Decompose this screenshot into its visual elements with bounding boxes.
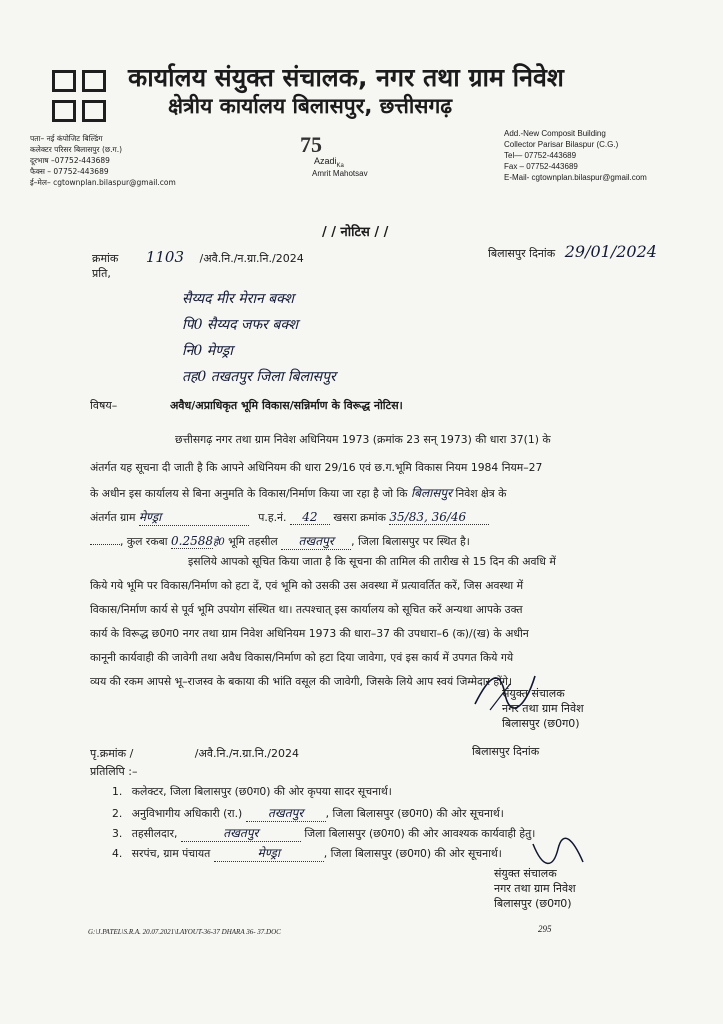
para1-line2: अंतर्गत यह सूचना दी जाती है कि आपने अधिनियम की धारा 29/16 एवं छ.ग.भूमि विकास नियम 1984 नियम–27	[90, 461, 543, 474]
endorsement-number: पृ.क्रमांक / /अवै.नि./न.ग्रा.नि./2024	[90, 747, 299, 760]
copy-item-4: 4. सरपंच, ग्राम पंचायत मेण्ड्रा , जिला बिलासपुर (छ0ग0) की ओर सूचनार्थ।	[112, 846, 502, 860]
subject-label: विषय–	[90, 399, 118, 412]
para1-line4: अंतर्गत ग्राम मेण्ड्रा प.ह.नं. 42 खसरा क्रमांक 35/83, 36/46	[90, 508, 489, 526]
copy-label: प्रतिलिपि :–	[90, 765, 138, 778]
office-subtitle: क्षेत्रीय कार्यालय बिलासपुर, छत्तीसगढ़	[168, 94, 453, 118]
notice-heading: / / नोटिस / /	[322, 225, 389, 240]
file-path: G:\J.PATEL\S.R.A. 20.07.2021\LAYOUT-36-37 DHARA 36- 37.DOC	[88, 928, 281, 936]
place-date: बिलासपुर दिनांक 29/01/2024	[488, 242, 657, 261]
reference-number: क्रमांक 1103 /अवै.नि./न.ग्रा.नि./2024	[92, 248, 304, 266]
page-number: 295	[538, 924, 552, 934]
copy-item-1: 1. कलेक्टर, जिला बिलासपुर (छ0ग0) की ओर कृपया सादर सूचनार्थ।	[112, 785, 392, 798]
emblem-75-icon: 75	[300, 132, 322, 157]
para2-line6: व्यय की रकम आपसे भू–राजस्व के बकाया की भांति वसूल की जावेगी, जिसके लिये आप स्वयं जिम्मेदार होंगे।	[90, 675, 513, 688]
prati-label: प्रति,	[92, 267, 111, 280]
recipient-block: सैय्यद मीर मेरान बक्श पि0 सैय्यद जफर बक्श नि0 मेण्ड्रा तह0 तखतपुर जिला बिलासपुर	[182, 291, 336, 385]
para1-line5: , कुल रकबा 0.2588हे0 भूमि तहसील तखतपुर , जिला बिलासपुर पर स्थित है।	[90, 532, 470, 550]
para2-line1: इसलिये आपको सूचित किया जाता है कि सूचना की तामिल की तारीख से 15 दिन की अवधि में	[188, 555, 556, 568]
para1-line1: छत्तीसगढ़ नगर तथा ग्राम निवेश अधिनियम 1973 (क्रमांक 23 सन् 1973) की धारा 37(1) के	[175, 433, 551, 446]
copy-item-2: 2. अनुविभागीय अधिकारी (रा.) तखतपुर , जिला बिलासपुर (छ0ग0) की ओर सूचनार्थ।	[112, 806, 504, 820]
subject-text: अवैध/अप्राधिकृत भूमि विकास/सन्निर्माण के विरूद्ध नोटिस।	[170, 399, 403, 412]
signature-2-block: संयुक्त संचालक नगर तथा ग्राम निवेश बिलासपुर (छ0ग0)	[494, 867, 576, 910]
para2-line3: विकास/निर्माण कार्य से पूर्व भूमि उपयोग संस्थित था। तत्पश्चात् इस कार्यालय को सूचित करें अन्यथा आपके उक्त	[90, 603, 523, 616]
para2-line2: किये गये भूमि पर विकास/निर्माण को हटा दें, एवं भूमि को उसकी उस अवस्था में प्रत्यावर्तित करें, जिस अवस्था में	[90, 579, 524, 592]
endorsement-place-date: बिलासपुर दिनांक	[472, 745, 540, 758]
para1-line3: के अधीन इस कार्यालय से बिना अनुमति के विकास/निर्माण किया जा रहा है जो कि बिलासपुर निवेश क्षेत्र के	[90, 486, 507, 500]
english-address: Add.-New Composit Building Collector Parisar Bilaspur (C.G.) Tel— 07752-443689 Fax – 07752-443689 E-Mail- cgtownplan.bilaspur@gmail.com	[504, 129, 647, 182]
office-title: कार्यालय संयुक्त संचालक, नगर तथा ग्राम निवेश	[128, 63, 564, 92]
hindi-address: पता– नई कंपोजिट बिल्डिंग कलेक्टर परिसर बिलासपुर (छ.ग.) दूरभाष –07752-443689 फैक्स – 07752-443689 ई–मेल– cgtownplan.bilaspur@gmail.com	[30, 134, 176, 187]
para2-line4: कार्य के विरूद्ध छ0ग0 नगर तथा ग्राम निवेश अधिनियम 1973 की धारा–37 की उपधारा–6 (क)/(ख) के अधीन	[90, 627, 529, 640]
signature-1-block: संयुक्त संचालक नगर तथा ग्राम निवेश बिलासपुर (छ0ग0)	[502, 687, 584, 730]
copy-item-3: 3. तहसीलदार, तखतपुर जिला बिलासपुर (छ0ग0) की ओर आवश्यक कार्यवाही हेतु।	[112, 826, 536, 840]
azadi-emblem: 75 Azadi$_{Ka}$ Amrit Mahotsav	[300, 132, 370, 184]
para2-line5: कानूनी कार्यवाही की जावेगी तथा अवैध विकास/निर्माण को हटा दिया जावेगा, एवं इस कार्य में उपगत किये गये	[90, 651, 514, 664]
office-logo-icon	[52, 70, 112, 126]
